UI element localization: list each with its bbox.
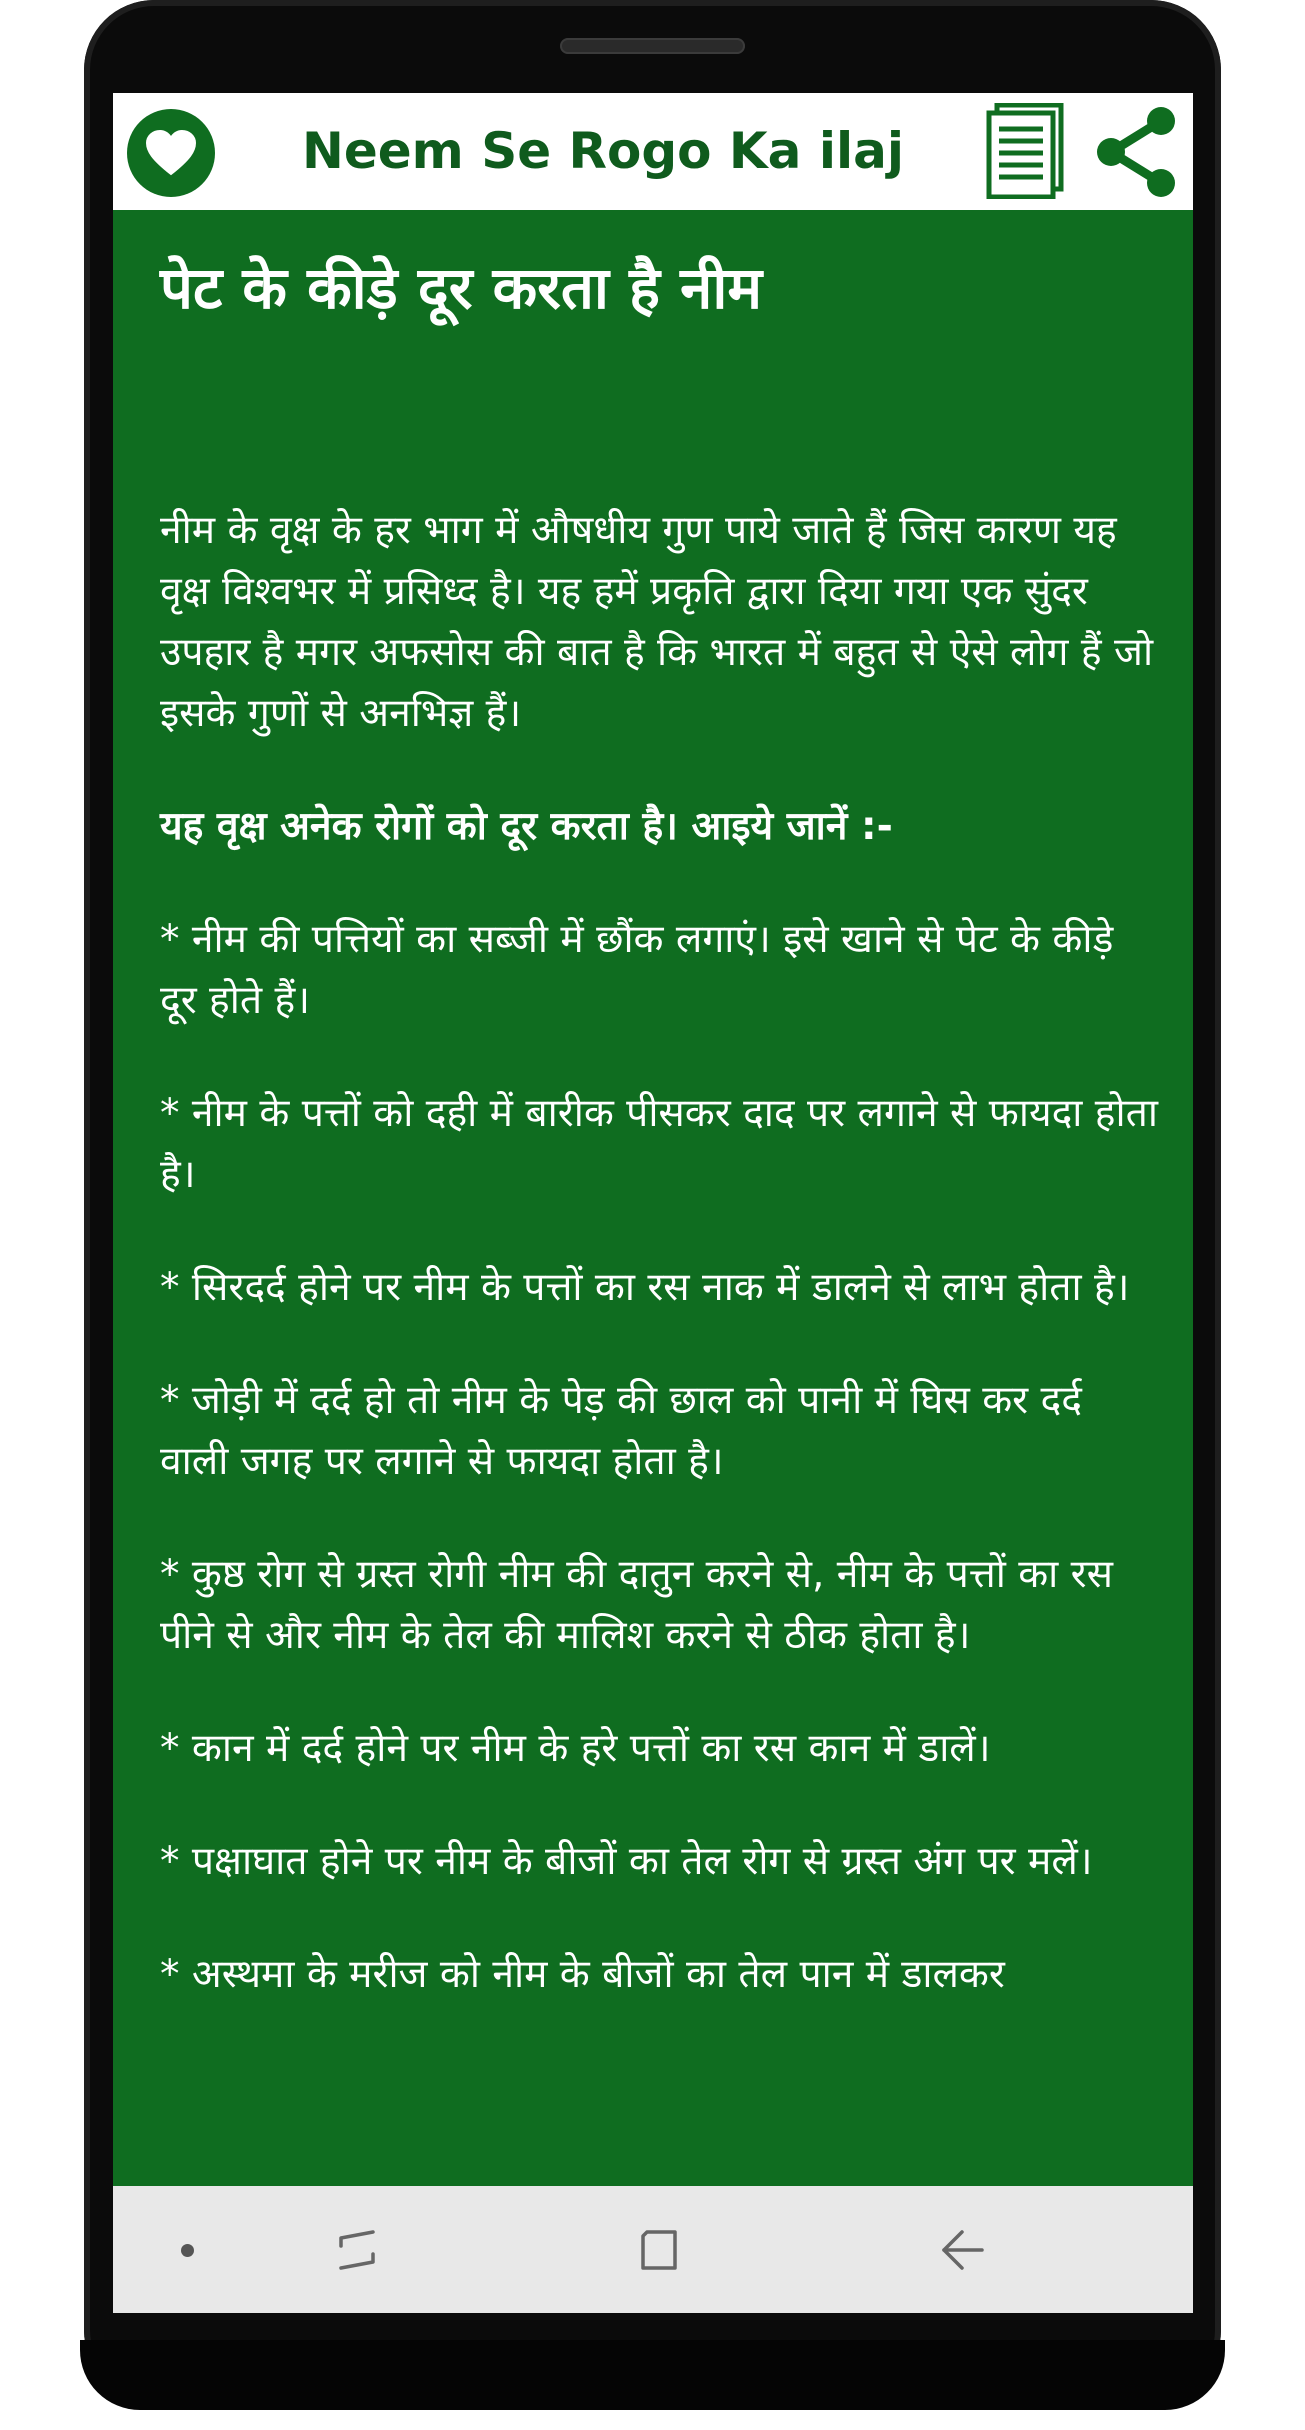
intro-paragraph: नीम के वृक्ष के हर भाग में औषधीय गुण पाये जाते हैं जिस कारण यह वृक्ष विश्वभर में प्रसिध्द है। यह हमें प्रकृति द्वारा दिया गया एक सुंदर उपहार है मगर अफसोस की बात है कि भारत में बहुत से ऐसे लोग हैं जो इसके गुणों से अनभिज्ञ हैं। [160,508,1154,736]
tip-paragraph: * सिरदर्द होने पर नीम के पत्तों का रस नाक में डालने से लाभ होता है। [160,1265,1130,1310]
share-button[interactable] [1091,105,1181,199]
tip-paragraph: * कुष्ठ रोग से ग्रस्त रोगी नीम की दातुन करने से, नीम के पत्तों का रस पीने से और नीम के तेल की मालिश करने से ठीक होता है। [160,1552,1113,1658]
system-nav-bar [113,2186,1193,2313]
phone-speaker [560,38,745,54]
heart-icon [144,129,198,179]
tip-paragraph: * पक्षाघात होने पर नीम के बीजों का तेल रोग से ग्रस्त अंग पर मलें। [160,1839,1093,1884]
article-body [160,500,1160,2057]
tip-paragraph: * जोड़ी में दर्द हो तो नीम के पेड़ की छाल को पानी में घिस कर दर्द वाली जगह पर लगाने से फायदा होता है। [160,1378,1082,1484]
dot-icon[interactable] [181,2244,194,2257]
tip-paragraph: * अस्थमा के मरीज को नीम के बीजों का तेल पान में डालकर [160,1952,1005,1997]
tip-paragraph: * नीम की पत्तियों का सब्जी में छौंक लगाएं। इसे खाने से पेट के कीड़े दूर होते हैं। [160,917,1114,1023]
recents-icon[interactable] [333,2226,381,2274]
share-icon [1091,105,1181,199]
app-bar [113,93,1193,210]
tip-paragraph: * कान में दर्द होने पर नीम के हरे पत्तों का रस कान में डालें। [160,1726,991,1771]
app-screen [113,93,1193,2313]
subheading: यह वृक्ष अनेक रोगों को दूर करता है। आइये जानें :- [160,804,893,849]
back-icon[interactable] [938,2226,986,2274]
document-icon [983,103,1069,199]
document-button[interactable] [983,103,1069,199]
home-icon[interactable] [635,2226,683,2274]
tip-paragraph: * नीम के पत्तों को दही में बारीक पीसकर दाद पर लगाने से फायदा होता है। [160,1091,1158,1197]
favorite-button[interactable] [127,109,215,197]
app-title: Neem Se Rogo Ka ilaj [302,122,904,180]
phone-frame-bottom [80,2340,1225,2410]
article-title: पेट के कीड़े दूर करता है नीम [160,254,763,322]
article-content[interactable] [113,210,1193,2210]
